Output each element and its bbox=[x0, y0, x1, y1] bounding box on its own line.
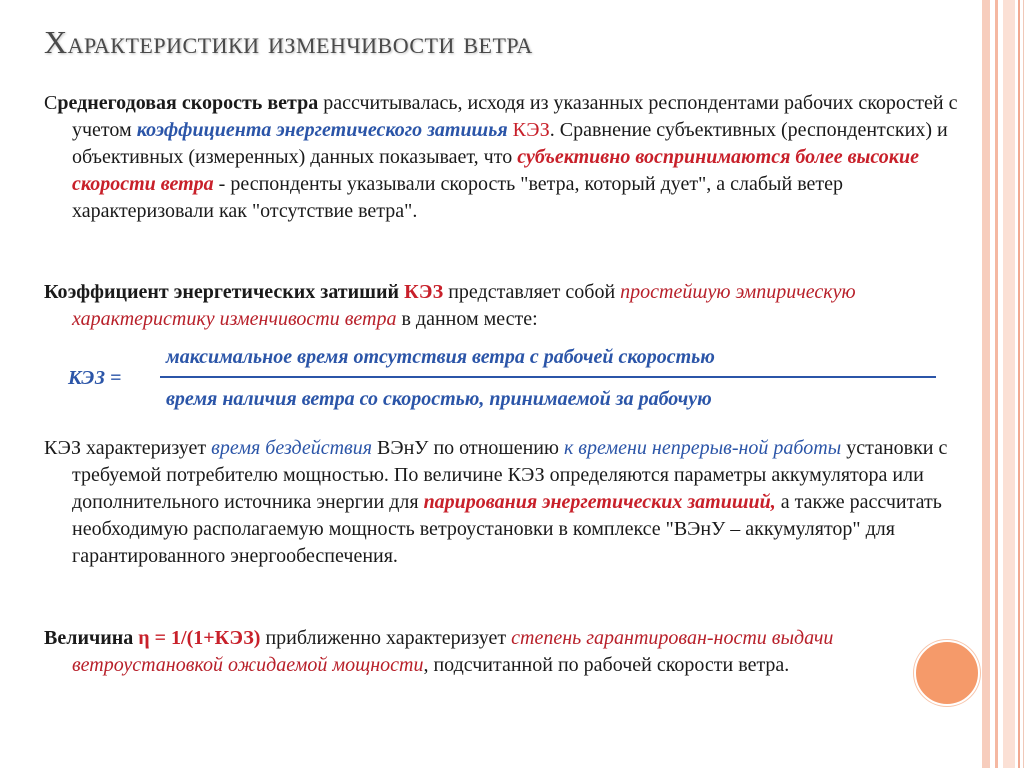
paragraph-coefficient: Коэффициент энергетических затиший КЭЗ представляет собой простейшую эмпирическую характеристику изменчивости ветра в данном месте: bbox=[44, 281, 856, 330]
bold-term: Величина bbox=[44, 627, 139, 649]
highlight-term: простейшую эмпирическую характеристику изменчивости ветра bbox=[72, 281, 856, 330]
abbreviation: КЭЗ bbox=[507, 119, 550, 141]
drop-letter: С bbox=[44, 92, 58, 114]
formula-label: КЭЗ = bbox=[68, 367, 122, 389]
highlight-term: коэффициента энергетического затишья bbox=[136, 119, 508, 141]
highlight-term: к времени непрерыв-ной работы bbox=[563, 437, 842, 459]
decor-stripe bbox=[1003, 0, 1015, 768]
bold-term: Коэффициент энергетических затиший bbox=[44, 281, 405, 303]
paragraph-eta: Величина η = 1/(1+КЭЗ) приближенно характеризует степень гарантирован-ности выдачи ветроустановкой ожидаемой мощности, подсчитанной по рабочей скорости ветра. bbox=[44, 627, 834, 676]
formula-numerator: максимальное время отсутствия ветра с рабочей скоростью bbox=[166, 346, 715, 368]
bold-term: реднегодовая скорость ветра bbox=[57, 92, 319, 114]
highlight-term: время бездействия bbox=[211, 437, 373, 459]
paragraph-mean-speed: Среднегодовая скорость ветра рассчитывалась, исходя из указанных респондентами рабочих скоростей с учетом коэффициента энергетического затишья КЭЗ. Сравнение субъективных (респондентских) и объективных (измеренных) данных показывает, что субъективно воспринимаются более высокие скорости ветра - респонденты указывали скорость "ветра, который дует", а слабый ветер характеризовали как "отсутствие ветра". bbox=[44, 92, 958, 222]
decor-circle bbox=[914, 640, 980, 706]
formula-denominator: время наличия ветра со скоростью, принимаемой за рабочую bbox=[166, 388, 712, 410]
fraction-bar bbox=[160, 376, 936, 378]
decor-stripe bbox=[1018, 0, 1020, 768]
paragraph-kez-usage: КЭЗ характеризует время бездействия ВЭнУ по отношению к времени непрерыв-ной работы установки с требуемой потребителю мощностью. По величине КЭЗ определяются параметры аккумулятора или дополнительного источника энергии для парирования энергетических затиший, а также рассчитать необходимую располагаемую мощность ветроустановки в комплексе "ВЭнУ – аккумулятор" для гарантированного энергообеспечения. bbox=[44, 437, 948, 567]
decor-stripe bbox=[995, 0, 998, 768]
highlight-term: парирования энергетических затиший, bbox=[423, 491, 776, 513]
highlight-term: степень гарантирован-ности выдачи ветроустановкой ожидаемой мощности bbox=[72, 627, 834, 676]
abbreviation: КЭЗ bbox=[404, 281, 444, 303]
slide-title: Характеристики изменчивости ветра bbox=[44, 24, 533, 60]
highlight-term: субъективно воспринимаются более высокие скорости ветра bbox=[72, 146, 919, 195]
eta-formula: η = 1/(1+КЭЗ) bbox=[138, 627, 261, 649]
